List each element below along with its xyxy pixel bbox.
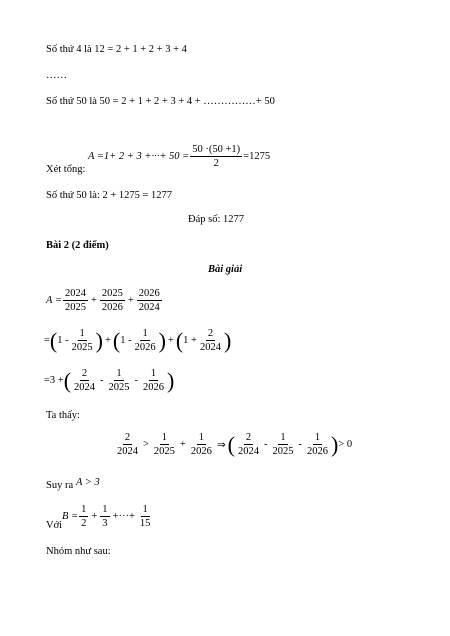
eq-b-frac-2: [100, 504, 109, 529]
ineq-frac-5: [270, 432, 295, 457]
sum-fraction: [190, 144, 242, 169]
eq-grouped-one-plus: 1 +: [183, 335, 197, 346]
eq-three-frac-3: [141, 368, 166, 393]
line-so-thu-50-result: Số thứ 50 là: 2 + 1275 = 1277: [46, 190, 173, 201]
eq-b-f3-den: 15: [139, 518, 151, 529]
eq-b-f3-num: 1: [142, 504, 148, 515]
eq-three-f2-den: 2025: [108, 382, 130, 393]
sum-denominator: 2: [213, 158, 219, 169]
ineq-f3-den: 2026: [190, 446, 212, 457]
eq-grouped-f3-den: 2024: [199, 342, 221, 353]
eq-a-frac-1: [63, 288, 88, 313]
heading-bai-giai: [208, 264, 242, 275]
ineq-frac-4: [236, 432, 261, 457]
heading-bai-giai-text: Bài giải: [208, 264, 243, 275]
eq-a-f3-num: 2026: [138, 288, 160, 299]
ineq-frac-1: [115, 432, 140, 457]
ineq-implies: ⇒: [216, 439, 226, 451]
line-so-thu-4: Số thứ 4 là 12 = 2 + 1 + 2 + 3 + 4: [46, 44, 187, 55]
eq-grouped-f1-den: 2025: [71, 342, 93, 353]
eq-grouped-plus-2: +: [167, 335, 174, 346]
eq-grouped-f2-den: 2026: [134, 342, 156, 353]
line-so-thu-50: Số thứ 50 là 50 = 2 + 1 + 2 + 3 + 4 + ……………+ 50: [46, 96, 275, 107]
ineq-f6-num: 1: [314, 432, 321, 443]
ineq-f3-num: 1: [198, 432, 204, 443]
heading-bai-2: [46, 240, 109, 251]
sum-lhs: A =1+ 2 + 3 +···+ 50 =: [88, 151, 190, 162]
paren-close: ): [158, 327, 166, 353]
eq-three-frac-1: [72, 368, 97, 393]
paren-close: ): [330, 431, 339, 457]
line-ellipsis: ……: [46, 70, 67, 81]
ineq-tail: > 0: [338, 439, 353, 450]
eq-a-f1-den: 2025: [64, 302, 86, 313]
paren-close: ): [223, 327, 232, 353]
eq-b-frac-1: [79, 504, 88, 529]
ineq-minus-2: -: [298, 439, 302, 450]
ineq-f4-den: 2024: [237, 446, 259, 457]
eq-grouped-equals: =: [44, 335, 50, 346]
eq-b-f1-den: 2: [81, 518, 87, 529]
eq-b-f2-den: 3: [102, 518, 108, 529]
paren-open: (: [175, 327, 184, 353]
eq-b-lhs: B =: [62, 511, 79, 522]
paren-open: (: [49, 327, 58, 353]
ineq-gt: >: [143, 439, 149, 450]
eq-grouped-frac-2: [133, 328, 158, 353]
label-xet-tong: Xét tổng:: [46, 164, 86, 175]
sum-result: =1275: [243, 151, 271, 162]
eq-three-f3-num: 1: [150, 368, 157, 379]
eq-b-f1-num: 1: [81, 504, 87, 515]
paren-open: (: [227, 431, 235, 457]
inequality: [114, 432, 352, 457]
ineq-f6-den: 2026: [306, 446, 328, 457]
eq-b-frac-3: [138, 504, 153, 529]
eq-a-plus-1: +: [90, 295, 97, 306]
eq-grouped-f1-num: 1: [79, 328, 85, 339]
eq-b-f2-num: 1: [102, 504, 108, 515]
eq-grouped-one-minus-1: 1 -: [57, 335, 69, 346]
ineq-f1-den: 2024: [117, 446, 138, 457]
paren-close: ): [167, 367, 175, 393]
eq-three-minus-2: -: [134, 375, 139, 386]
ineq-frac-3: [189, 432, 214, 457]
paren-open: (: [63, 367, 72, 393]
eq-three-f3-den: 2026: [143, 382, 165, 393]
eq-three-frac-2: [107, 368, 132, 393]
eq-a-f3-den: 2024: [138, 302, 160, 313]
ineq-frac-6: [305, 432, 330, 457]
sum-numerator: 50 ·(50 +1): [192, 144, 241, 155]
eq-a-plus-2: +: [127, 295, 134, 306]
eq-three-f2-num: 1: [116, 368, 122, 379]
ineq-minus-1: -: [263, 439, 268, 450]
eq-three-plus: [44, 368, 174, 393]
paren-open: (: [112, 327, 121, 353]
ineq-frac-2: [152, 432, 177, 457]
ineq-f2-num: 1: [161, 432, 168, 443]
ineq-f5-num: 1: [280, 432, 286, 443]
eq-grouped-one-minus-2: 1 -: [120, 335, 132, 346]
eq-three-f1-den: 2024: [74, 382, 96, 393]
eq-b-plus: +: [91, 511, 98, 522]
label-ta-thay: Ta thấy:: [46, 410, 80, 421]
eq-grouped-plus-1: +: [104, 335, 111, 346]
label-voi: Với: [46, 520, 63, 531]
eq-a-frac-2: [100, 288, 125, 313]
ineq-plus: +: [179, 439, 186, 450]
label-nhom: Nhóm như sau:: [46, 546, 111, 557]
eq-grouped-f3-num: 2: [207, 328, 214, 339]
eq-a-f2-num: 2025: [101, 288, 123, 299]
suy-ra-expression: A > 3: [76, 477, 100, 488]
ineq-f1-num: 2: [124, 432, 131, 443]
eq-three-lhs: =3 +: [44, 375, 64, 386]
eq-a-frac-3: [137, 288, 162, 313]
heading-bai-2-text: Bài 2 (2 điểm): [46, 240, 109, 251]
eq-three-f1-num: 2: [81, 368, 88, 379]
eq-grouped-frac-3: [198, 328, 223, 353]
label-suy-ra: Suy ra: [46, 480, 74, 491]
ineq-f4-num: 2: [245, 432, 252, 443]
ineq-f2-den: 2025: [153, 446, 175, 457]
paren-close: ): [95, 327, 103, 353]
eq-a-lhs: A =: [46, 295, 62, 306]
eq-grouped-frac-1: [70, 328, 95, 353]
sum-formula: [88, 144, 270, 169]
eq-b-definition: [62, 504, 153, 529]
eq-grouped: [44, 328, 231, 353]
eq-b-dots: +···+: [112, 511, 135, 522]
eq-a-f2-den: 2026: [101, 302, 123, 313]
eq-a-definition: [46, 288, 163, 313]
ineq-f5-den: 2025: [272, 446, 294, 457]
eq-grouped-f2-num: 1: [142, 328, 148, 339]
answer-line: Đáp số: 1277: [188, 214, 244, 225]
eq-three-minus-1: -: [100, 375, 104, 386]
eq-a-f1-num: 2024: [64, 288, 86, 299]
